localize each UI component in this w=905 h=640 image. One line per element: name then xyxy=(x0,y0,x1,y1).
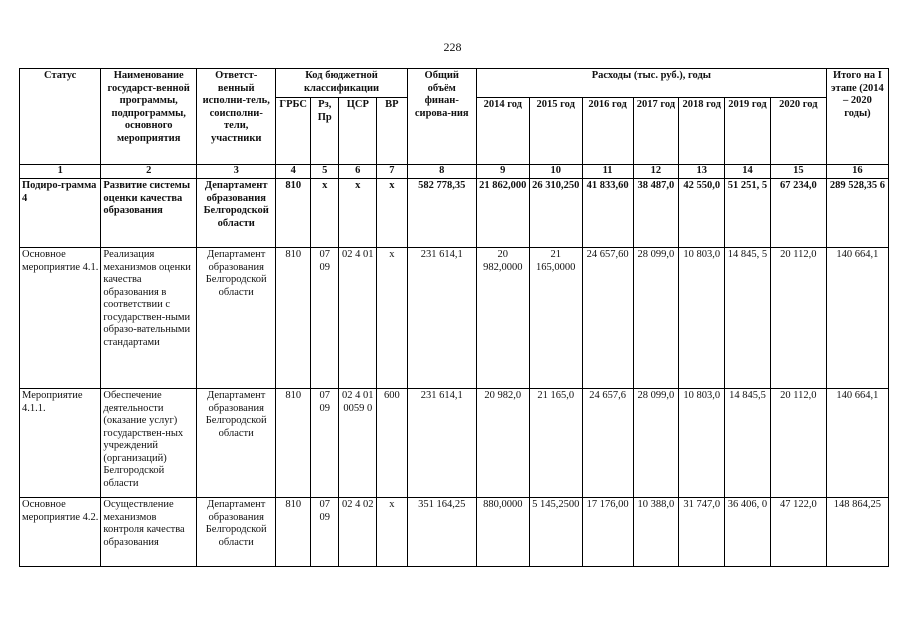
cell-year: 10 803,0 xyxy=(679,389,725,498)
table-row xyxy=(20,498,889,567)
header-year: 2015 год xyxy=(529,98,582,165)
cell-grbs: 810 xyxy=(276,498,311,567)
cell-rzpr: 07 09 xyxy=(310,389,338,498)
header-responsible: Ответст-венный исполни-тель, соисполни-тели, участники xyxy=(197,69,276,165)
header-year: 2019 год xyxy=(725,98,771,165)
column-number: 6 xyxy=(339,165,377,179)
cell-year: 20 112,0 xyxy=(770,248,826,389)
cell-year: 24 657,6 xyxy=(582,389,633,498)
cell-responsible: Департамент образования Белгородской области xyxy=(197,389,276,498)
column-number: 2 xyxy=(101,165,197,179)
cell-status: Мероприятие 4.1.1. xyxy=(20,389,101,498)
column-number: 13 xyxy=(679,165,725,179)
cell-rzpr: 07 09 xyxy=(310,248,338,389)
column-number: 9 xyxy=(476,165,529,179)
cell-grbs: 810 xyxy=(276,179,311,248)
cell-year: 20 112,0 xyxy=(770,389,826,498)
cell-name: Развитие системы оценки качества образования xyxy=(101,179,197,248)
cell-year: 21 165,0000 xyxy=(529,248,582,389)
cell-rzpr: х xyxy=(310,179,338,248)
cell-year: 26 310,250 xyxy=(529,179,582,248)
cell-year: 14 845, 5 xyxy=(725,248,771,389)
column-number: 16 xyxy=(826,165,888,179)
cell-year: 36 406, 0 xyxy=(725,498,771,567)
cell-year: 42 550,0 xyxy=(679,179,725,248)
header-total-volume: Общий объём финан-сирова-ния xyxy=(407,69,476,165)
column-number: 4 xyxy=(276,165,311,179)
column-number: 15 xyxy=(770,165,826,179)
header-year: 2014 год xyxy=(476,98,529,165)
cell-name: Реализация механизмов оценки качества образования в соответствии с государствен-ными образо-вательными стандартами xyxy=(101,248,197,389)
cell-year: 51 251, 5 xyxy=(725,179,771,248)
table-row xyxy=(20,389,889,498)
cell-vr: х xyxy=(377,179,408,248)
cell-year: 21 165,0 xyxy=(529,389,582,498)
column-number: 11 xyxy=(582,165,633,179)
cell-responsible: Департамент образования Белгородской области xyxy=(197,498,276,567)
cell-year: 14 845,5 xyxy=(725,389,771,498)
cell-year: 67 234,0 xyxy=(770,179,826,248)
header-budget-code: Код бюджетной классификации xyxy=(276,69,407,98)
cell-vr: х xyxy=(377,248,408,389)
cell-year: 31 747,0 xyxy=(679,498,725,567)
column-number: 8 xyxy=(407,165,476,179)
cell-responsible: Департамент образования Белгородской области xyxy=(197,248,276,389)
cell-name: Осуществление механизмов контроля качества образования xyxy=(101,498,197,567)
cell-year: 21 862,000 xyxy=(476,179,529,248)
cell-name: Обеспечение деятельности (оказание услуг) государствен-ных учреждений (организаций) Белгородской области xyxy=(101,389,197,498)
header-expenses: Расходы (тыс. руб.), годы xyxy=(476,69,826,98)
cell-stage-total: 289 528,35 6 xyxy=(826,179,888,248)
cell-year: 41 833,60 xyxy=(582,179,633,248)
cell-vr: 600 xyxy=(377,389,408,498)
column-number: 12 xyxy=(633,165,679,179)
header-stage-total: Итого на I этапе (2014 – 2020 годы) xyxy=(826,69,888,165)
header-grbs: ГРБС xyxy=(276,98,311,165)
page-number: 228 xyxy=(443,40,462,54)
cell-year: 20 982,0 xyxy=(476,389,529,498)
cell-total: 231 614,1 xyxy=(407,389,476,498)
cell-year: 10 388,0 xyxy=(633,498,679,567)
cell-year: 880,0000 xyxy=(476,498,529,567)
header-vr: ВР xyxy=(377,98,408,165)
column-number: 3 xyxy=(197,165,276,179)
header-csr: ЦСР xyxy=(339,98,377,165)
cell-status: Основное мероприятие 4.1. xyxy=(20,248,101,389)
header-year: 2020 год xyxy=(770,98,826,165)
cell-csr: 02 4 01 xyxy=(339,248,377,389)
column-number: 10 xyxy=(529,165,582,179)
budget-table xyxy=(19,68,889,567)
cell-stage-total: 140 664,1 xyxy=(826,389,888,498)
header-year: 2016 год xyxy=(582,98,633,165)
header-year: 2018 год xyxy=(679,98,725,165)
table-row xyxy=(20,248,889,389)
cell-csr: х xyxy=(339,179,377,248)
cell-status: Основное мероприятие 4.2. xyxy=(20,498,101,567)
header-status: Статус xyxy=(20,69,101,165)
table-row xyxy=(20,179,889,248)
cell-year: 17 176,00 xyxy=(582,498,633,567)
cell-csr: 02 4 02 xyxy=(339,498,377,567)
header-rzpr: Рз, Пр xyxy=(310,98,338,165)
cell-year: 28 099,0 xyxy=(633,248,679,389)
header-name: Наименование государст-венной программы, подпрограммы, основного мероприятия xyxy=(101,69,197,165)
cell-year: 20 982,0000 xyxy=(476,248,529,389)
cell-stage-total: 140 664,1 xyxy=(826,248,888,389)
cell-year: 47 122,0 xyxy=(770,498,826,567)
cell-year: 10 803,0 xyxy=(679,248,725,389)
cell-vr: х xyxy=(377,498,408,567)
column-number: 5 xyxy=(310,165,338,179)
column-number: 1 xyxy=(20,165,101,179)
cell-responsible: Департамент образования Белгородской области xyxy=(197,179,276,248)
cell-csr: 02 4 01 0059 0 xyxy=(339,389,377,498)
cell-year: 38 487,0 xyxy=(633,179,679,248)
cell-grbs: 810 xyxy=(276,248,311,389)
cell-year: 5 145,2500 xyxy=(529,498,582,567)
column-number: 14 xyxy=(725,165,771,179)
cell-grbs: 810 xyxy=(276,389,311,498)
cell-status: Подиро-грамма 4 xyxy=(20,179,101,248)
cell-rzpr: 07 09 xyxy=(310,498,338,567)
column-number: 7 xyxy=(377,165,408,179)
header-year: 2017 год xyxy=(633,98,679,165)
cell-year: 24 657,60 xyxy=(582,248,633,389)
cell-stage-total: 148 864,25 xyxy=(826,498,888,567)
cell-total: 582 778,35 xyxy=(407,179,476,248)
cell-total: 351 164,25 xyxy=(407,498,476,567)
cell-year: 28 099,0 xyxy=(633,389,679,498)
cell-total: 231 614,1 xyxy=(407,248,476,389)
